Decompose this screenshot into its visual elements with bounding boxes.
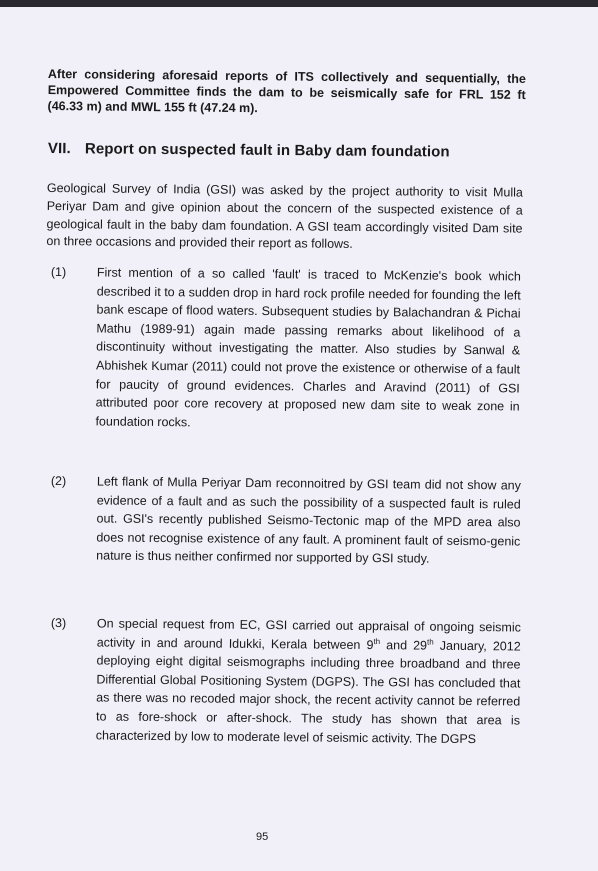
item-number: (3) [50,615,67,631]
superscript: th [373,636,381,646]
section-number: VII. [47,140,71,158]
item-number: (2) [50,473,67,489]
body-paragraph: Geological Survey of India (GSI) was asked by the project authority to visit Mulla Periyar Dam and give opinion about the concern of the suspected existence of a geological fault in the baby dam foundation. A GSI team accordingly visited Dam site on three occasions and provided their report as follows. [46,180,523,251]
scan-top-edge [0,0,598,7]
item-text-part: and 29 [380,637,428,653]
item-text: First mention of a so called 'fault' is traced to McKenzie's book which described it to a sudden drop in hard rock profile needed for founding the left bank escape of flood waters. Subsequent studies by Balachandran & Pichai Mathu (1989-91) again made passing remarks about likelihood of a discontinuity without investigating the matter. Also studies by Sanwal & Abhishek Kumar (2011) could not prove the existence or otherwise of a fault for paucity of ground evidences. Charles and Aravind (2011) of GSI attributed poor core recovery at proposed new dam site to weak zone in foundation rocks. [95,265,521,430]
page-number: 95 [256,831,269,843]
item-text-part: January, 2012 deploying eight digital seismographs including three broadband and three Differential Global Positioning System (DGPS). The GSI has concluded that as there was no recoded major shock, the recent activity cannot be referred to as fore-shock or after-shock. The study has shown that area is characterized by low to moderate level of seismic activity. The DGPS [95,638,521,746]
intro-paragraph: After considering aforesaid reports of ITS collectively and sequentially, the Empowered Committee finds the dam to be seismically safe for FRL 152 ft (46.33 m) and MWL 155 ft (47.24 m). [47,66,526,115]
document-page [0,7,598,871]
item-number: (1) [50,264,67,280]
item-text: Left flank of Mulla Periyar Dam reconnoitred by GSI team did not show any evidence of a fault and as such the possibility of a suspected fault is ruled out. GSI's recently published Seismo-Tectonic map of the MPD area also does not recognise existence of any fault. A prominent fault of seismo-genic nature is thus neither confirmed nor supported by GSI study. [96,474,521,567]
list-item [49,263,521,435]
list-item [50,614,521,749]
item-text-part: On special request from EC, GSI carried out appraisal of ongoing seismic activity in and around Idukki, Kerala between 9 [96,616,521,652]
section-title: Report on suspected fault in Baby dam foundation [84,140,450,161]
section-heading [48,140,548,161]
superscript: th [427,637,434,647]
list-item [50,472,521,569]
item-text [96,614,521,748]
